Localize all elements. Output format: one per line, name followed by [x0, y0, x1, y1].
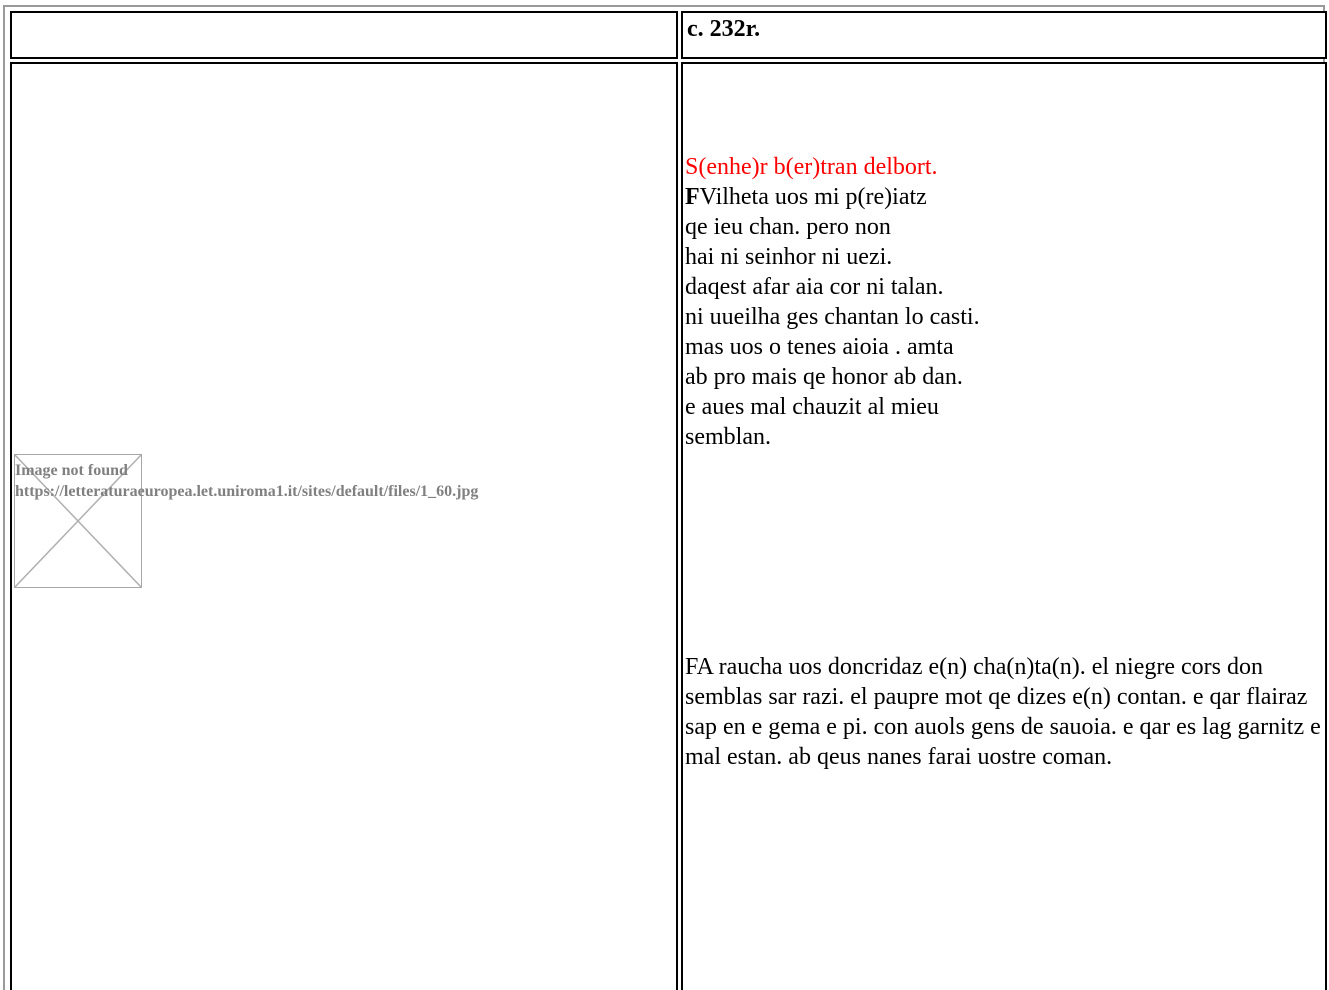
stanza-1-first-rest: Vilheta uos mi p(re)iatz: [699, 184, 927, 210]
verse-line: e mal estan. ab qeus nanes: [685, 714, 1321, 770]
image-alt-text: [15, 460, 478, 502]
verse-line: semblan.: [685, 424, 771, 450]
stanza-2: [685, 652, 1325, 772]
verse-line: mas uos o tenes aioia . amta: [685, 334, 954, 360]
verse-line: farai uostre coman.: [927, 744, 1113, 770]
header-cell-empty: [10, 11, 678, 59]
transcription-cell: [681, 62, 1327, 990]
stanza-1-first-line: [685, 182, 980, 212]
verse-line: ni uueilha ges chantan lo casti.: [685, 304, 980, 330]
verse-line: el niegre cors don semblas sar: [685, 654, 1264, 710]
stanza-1-initial: F: [685, 184, 700, 210]
folio-label: c. 232r.: [687, 16, 761, 42]
image-alt-url: https://letteraturaeuropea.let.uniroma1.it/sites/default/files/1_60.jpg: [15, 483, 479, 500]
image-alt-title: Image not found: [15, 462, 128, 479]
verse-line: razi. el paupre mot qe dizes e(n): [802, 684, 1111, 710]
verse-line: qe ieu chan. pero non: [685, 214, 891, 240]
stanza-1: [685, 152, 980, 452]
stanza-2-first-line: [685, 654, 1086, 680]
verse-line: contan. e qar flairaz sap en: [685, 684, 1308, 740]
verse-line: daqest afar aia cor ni talan.: [685, 274, 944, 300]
verse-line: e gema e pi. con auols gens de: [751, 714, 1044, 740]
verse-line: ab pro mais qe honor ab dan.: [685, 364, 963, 390]
stanza-2-first-rest: A raucha uos doncridaz e(n) cha(n)ta(n).: [696, 654, 1086, 680]
stanza-2-initial: F: [685, 654, 697, 680]
header-cell-folio: [681, 11, 1327, 59]
verse-line: sauoia. e qar es lag garnitz: [1049, 714, 1305, 740]
verse-line: hai ni seinhor ni uezi.: [685, 244, 893, 270]
rubric: S(enhe)r b(er)tran delbort.: [685, 154, 938, 180]
verse-line: e aues mal chauzit al mieu: [685, 394, 939, 420]
manuscript-image-cell: [10, 62, 678, 990]
